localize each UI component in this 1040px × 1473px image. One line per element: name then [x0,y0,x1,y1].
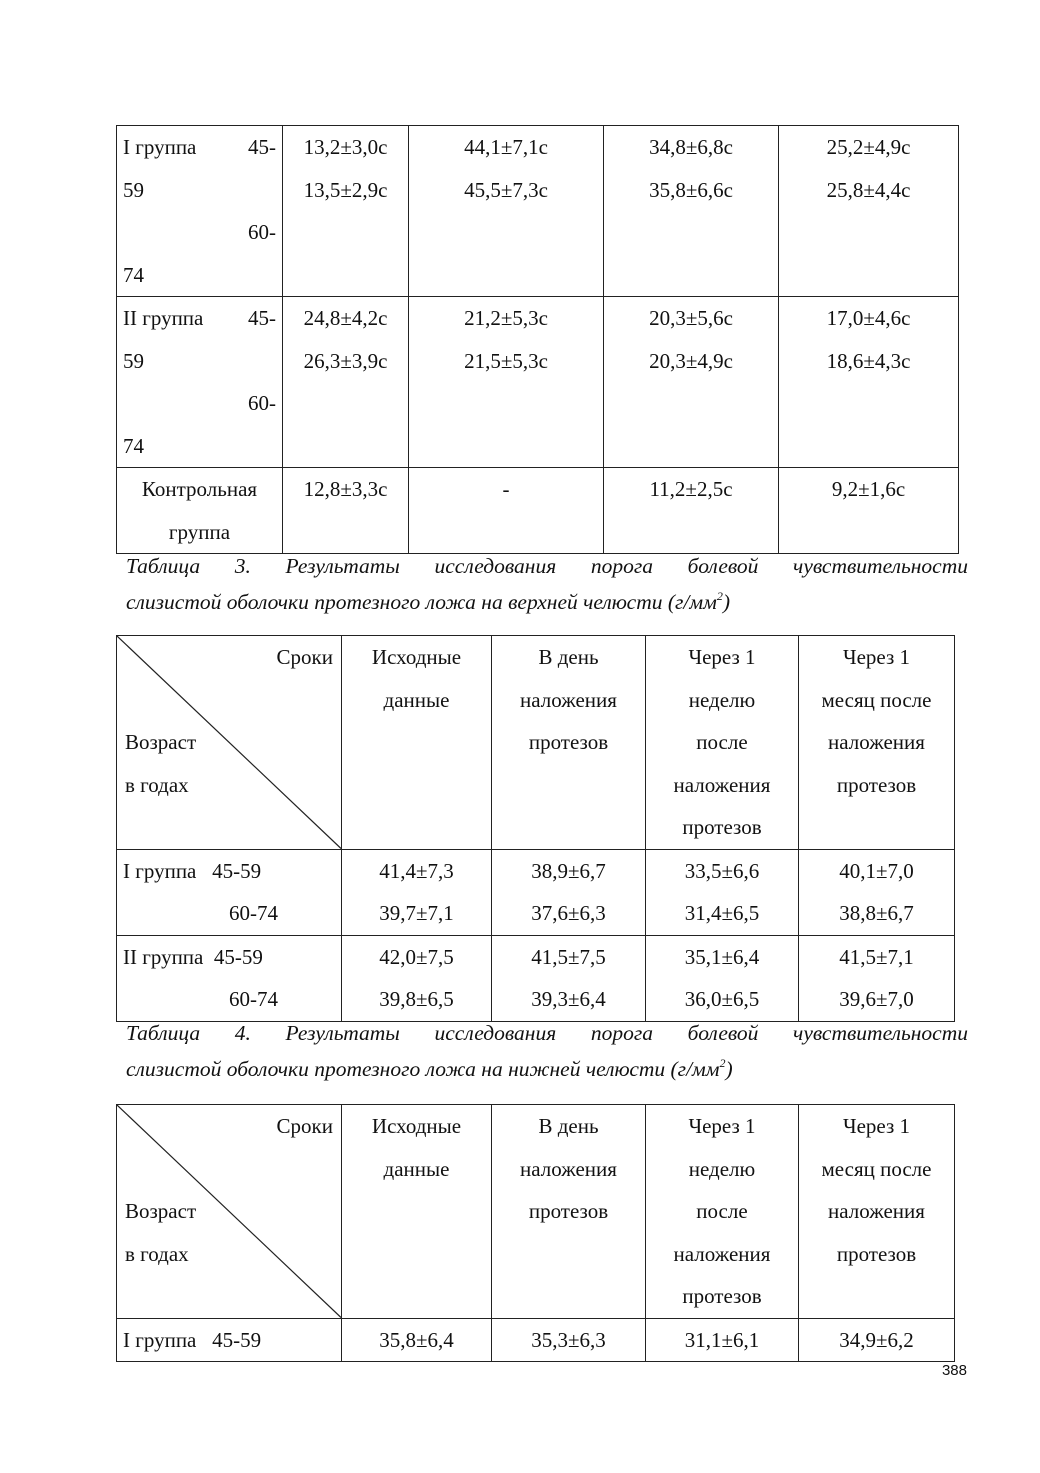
value-cell: 41,5±7,1 39,6±7,0 [799,935,955,1021]
value-cell: 34,8±6,8c 35,8±6,6c [604,126,779,297]
value-cell: 35,8±6,4 [342,1318,492,1362]
age-range: 45- [248,306,276,330]
value-cell: 24,8±4,2c 26,3±3,9c [283,297,409,468]
column-header: Через 1 неделю после наложения протезов [646,1105,799,1319]
table-row [117,849,955,935]
group-age-cell [117,126,283,297]
value-cell: 41,5±7,5 39,3±6,4 [492,935,646,1021]
table-row [117,468,959,554]
group-age-cell: II группа 45-59 60-74 [117,935,342,1021]
age-range: 60- [248,391,276,415]
corner-header-cell [117,1105,342,1319]
column-header: Исходные данные [342,1105,492,1319]
corner-top-label: Сроки [276,1114,333,1138]
corner-bottom-label: Возраст в годах [125,730,197,797]
value-cell: 41,4±7,3 39,7±7,1 [342,849,492,935]
value-cell: 33,5±6,6 31,4±6,5 [646,849,799,935]
column-header: Через 1 неделю после наложения протезов [646,636,799,850]
value-cell: 21,2±5,3c 21,5±5,3c [409,297,604,468]
value-cell: 40,1±7,0 38,8±6,7 [799,849,955,935]
value-cell: 13,2±3,0c 13,5±2,9c [283,126,409,297]
page-number: 388 [941,1362,967,1379]
table-row [117,126,959,297]
table4-caption: Таблица 4. Результаты исследования порога болевой чувствительности слизистой оболочки протезного ложа на нижней челюсти $(г/мм^2)$ [126,1021,968,1081]
corner-bottom-label: Возраст в годах [125,1199,197,1266]
group-label: I группа [123,135,197,159]
table-header-row [117,636,955,850]
table3 [116,635,955,1022]
group-age-cell: I группа 45-59 60-74 [117,849,342,935]
corner-top-label: Сроки [276,645,333,669]
value-cell: - [409,468,604,554]
table-header-row [117,1105,955,1319]
value-cell: 25,2±4,9c 25,8±4,4c [779,126,959,297]
value-cell: 44,1±7,1c 45,5±7,3c [409,126,604,297]
column-header: Через 1 месяц после наложения протезов [799,1105,955,1319]
value-cell: 9,2±1,6c [779,468,959,554]
age-range: 45- [248,135,276,159]
value-cell: 12,8±3,3c [283,468,409,554]
results-table-continued [116,125,959,554]
column-header: Через 1 месяц после наложения протезов [799,636,955,850]
value-cell: 35,3±6,3 [492,1318,646,1362]
value-cell: 35,1±6,4 36,0±6,5 [646,935,799,1021]
value-cell: 20,3±5,6c 20,3±4,9c [604,297,779,468]
group-age-cell: I группа 45-59 [117,1318,342,1362]
table-row [117,935,955,1021]
age-range: 74 [123,433,144,458]
value-cell: 42,0±7,5 39,8±6,5 [342,935,492,1021]
group-age-cell [117,297,283,468]
column-header: В день наложения протезов [492,636,646,850]
value-cell: 34,9±6,2 [799,1318,955,1362]
table4 [116,1104,955,1362]
column-header: В день наложения протезов [492,1105,646,1319]
age-range: 59 [123,348,144,373]
table3-caption: Таблица 3. Результаты исследования порога болевой чувствительности слизистой оболочки протезного ложа на верхней челюсти $(г/мм^2)$ [126,554,968,614]
value-cell: 11,2±2,5c [604,468,779,554]
table-row [117,1318,955,1362]
group-label: II группа [123,306,204,330]
value-cell: 17,0±4,6c 18,6±4,3c [779,297,959,468]
age-range: 60- [248,220,276,244]
value-cell: 38,9±6,7 37,6±6,3 [492,849,646,935]
age-range: 74 [123,262,144,287]
corner-header-cell [117,636,342,850]
age-range: 59 [123,177,144,202]
value-cell: 31,1±6,1 [646,1318,799,1362]
table-row [117,297,959,468]
control-group-cell: Контрольная группа [117,468,283,554]
column-header: Исходные данные [342,636,492,850]
